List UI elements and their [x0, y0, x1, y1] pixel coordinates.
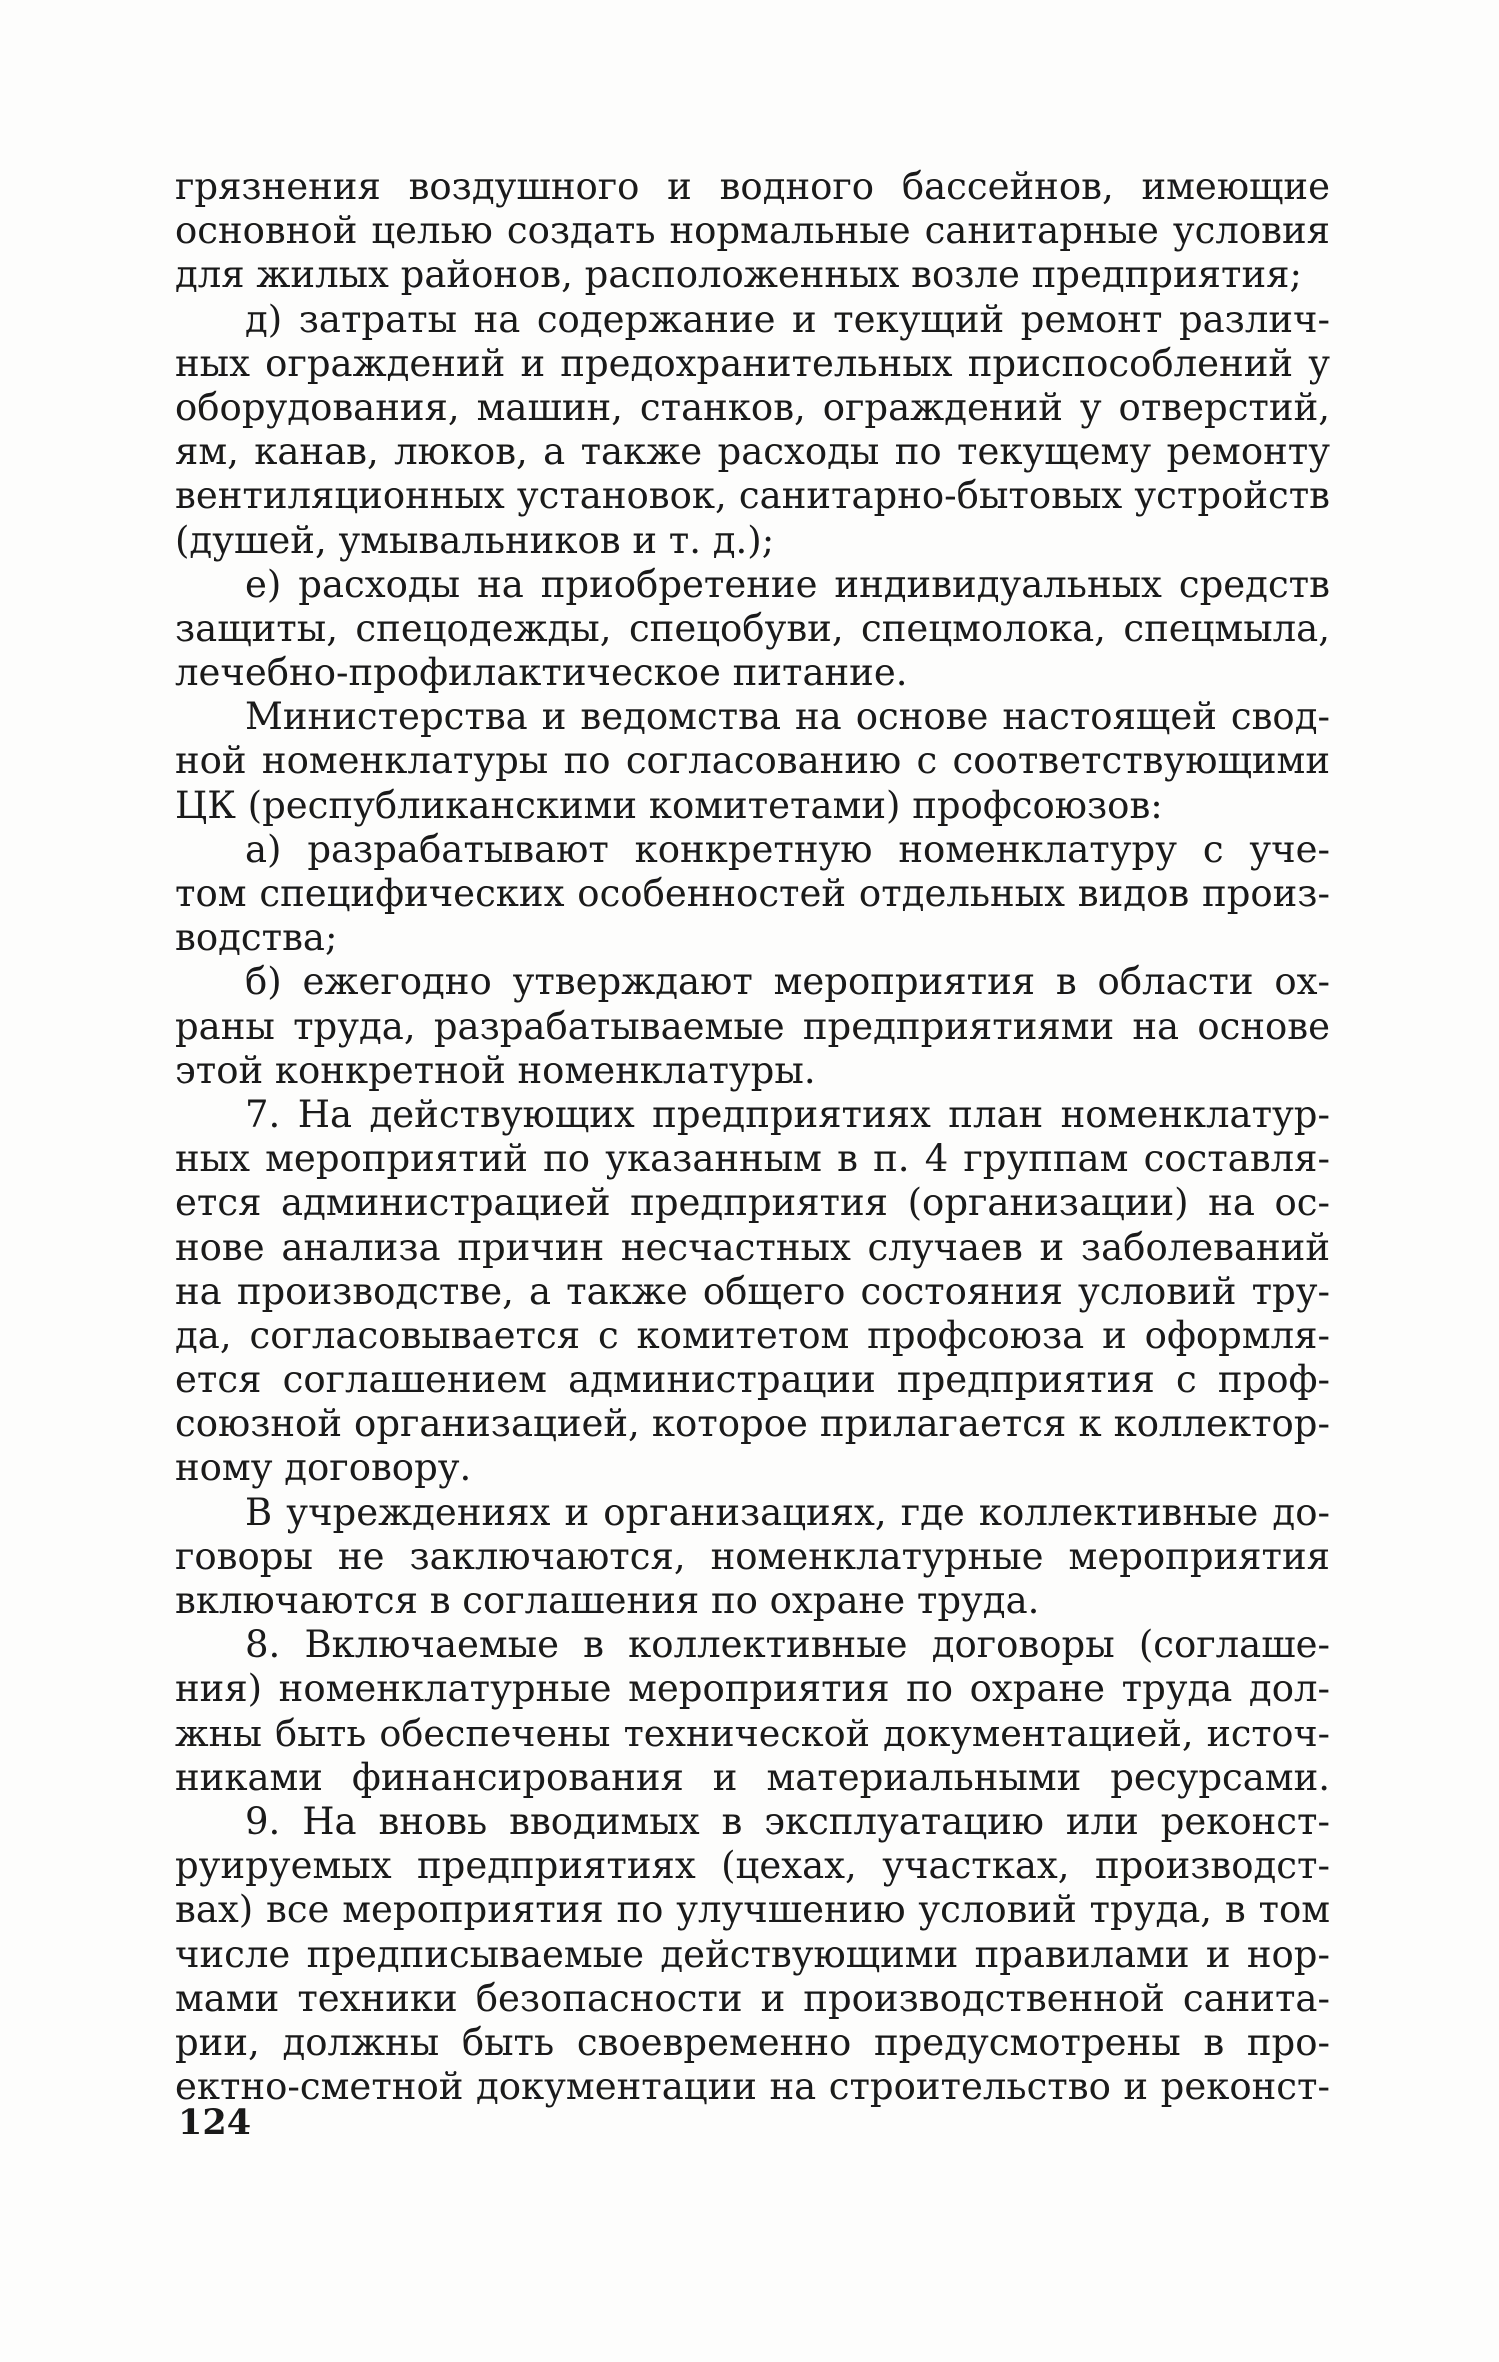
text-line: 9. На вновь вводимых в эксплуатацию или реконст-: [245, 1799, 1330, 1843]
text-line: ному договору.: [175, 1446, 472, 1490]
text-line: основной целью создать нормальные санитарные условия: [175, 209, 1330, 253]
text-line: ния) номенклатурные мероприятия по охране труда дол-: [175, 1667, 1330, 1711]
text-line: ется администрацией предприятия (организации) на ос-: [175, 1181, 1330, 1225]
text-line: да, согласовывается с комитетом профсоюза и оформля-: [175, 1313, 1330, 1357]
text-line: этой конкретной номенклатуры.: [175, 1048, 816, 1092]
text-line: Министерства и ведомства на основе настоящей свод-: [245, 695, 1330, 739]
text-line: союзной организацией, которое прилагается к коллектор-: [175, 1402, 1330, 1446]
text-line: оборудования, машин, станков, ограждений у отверстий,: [175, 385, 1330, 429]
text-line: для жилых районов, расположенных возле предприятия;: [175, 253, 1302, 297]
text-line: (душей, умывальников и т. д.);: [175, 518, 775, 562]
text-line: включаются в соглашения по охране труда.: [175, 1579, 1040, 1622]
text-line: защиты, спецодежды, спецобуви, спецмолока, спецмыла,: [175, 606, 1330, 650]
text-line: грязнения воздушного и водного бассейнов, имеющие: [175, 165, 1330, 208]
text-line: никами финансирования и материальными ресурсами.: [175, 1755, 1330, 1799]
text-line: водства;: [175, 916, 338, 960]
body-text: [175, 165, 1330, 2109]
text-line: числе предписываемые действующими правилами и нор-: [175, 1932, 1330, 1976]
text-line: ных мероприятий по указанным в п. 4 группам составля-: [175, 1137, 1330, 1181]
text-line: 8. Включаемые в коллективные договоры (соглаше-: [245, 1623, 1330, 1667]
text-line: том специфических особенностей отдельных видов произ-: [175, 872, 1330, 915]
text-line: е) расходы на приобретение индивидуальных средств: [245, 562, 1330, 606]
text-line: говоры не заключаются, номенклатурные мероприятия: [175, 1534, 1330, 1578]
text-line: 7. На действующих предприятиях план номенклатур-: [245, 1092, 1330, 1136]
text-line: ной номенклатуры по согласованию с соответствующими: [175, 739, 1330, 783]
text-line: а) разрабатывают конкретную номенклатуру с уче-: [245, 827, 1330, 871]
text-line: ям, канав, люков, а также расходы по текущему ремонту: [175, 430, 1330, 474]
text-line: рии, должны быть своевременно предусмотрены в про-: [175, 2020, 1330, 2064]
text-line: на производстве, а также общего состояния условий тру-: [175, 1269, 1330, 1313]
text-line: лечебно-профилактическое питание.: [175, 651, 908, 695]
text-line: мами техники безопасности и производственной санита-: [175, 1976, 1330, 2020]
text-line: ных ограждений и предохранительных приспособлений у: [175, 341, 1330, 385]
text-line: д) затраты на содержание и текущий ремонт различ-: [245, 297, 1330, 341]
text-line: нове анализа причин несчастных случаев и заболеваний: [175, 1225, 1330, 1269]
text-line: ЦК (республиканскими комитетами) профсоюзов:: [175, 783, 1163, 827]
text-line: В учреждениях и организациях, где коллективные до-: [245, 1490, 1330, 1534]
text-line: вентиляционных установок, санитарно-бытовых устройств: [175, 474, 1330, 518]
text-line: ектно-сметной документации на строительство и реконст-: [175, 2065, 1330, 2109]
text-line: руируемых предприятиях (цехах, участках, производст-: [175, 1844, 1330, 1888]
text-line: раны труда, разрабатываемые предприятиями на основе: [175, 1004, 1330, 1048]
text-line: вах) все мероприятия по улучшению условий труда, в том: [175, 1888, 1330, 1932]
text-line: б) ежегодно утверждают мероприятия в области ох-: [245, 960, 1330, 1004]
page-number: 124: [178, 2102, 252, 2143]
text-line: ется соглашением администрации предприятия с проф-: [175, 1358, 1330, 1402]
text-line: жны быть обеспечены технической документацией, источ-: [175, 1711, 1330, 1755]
